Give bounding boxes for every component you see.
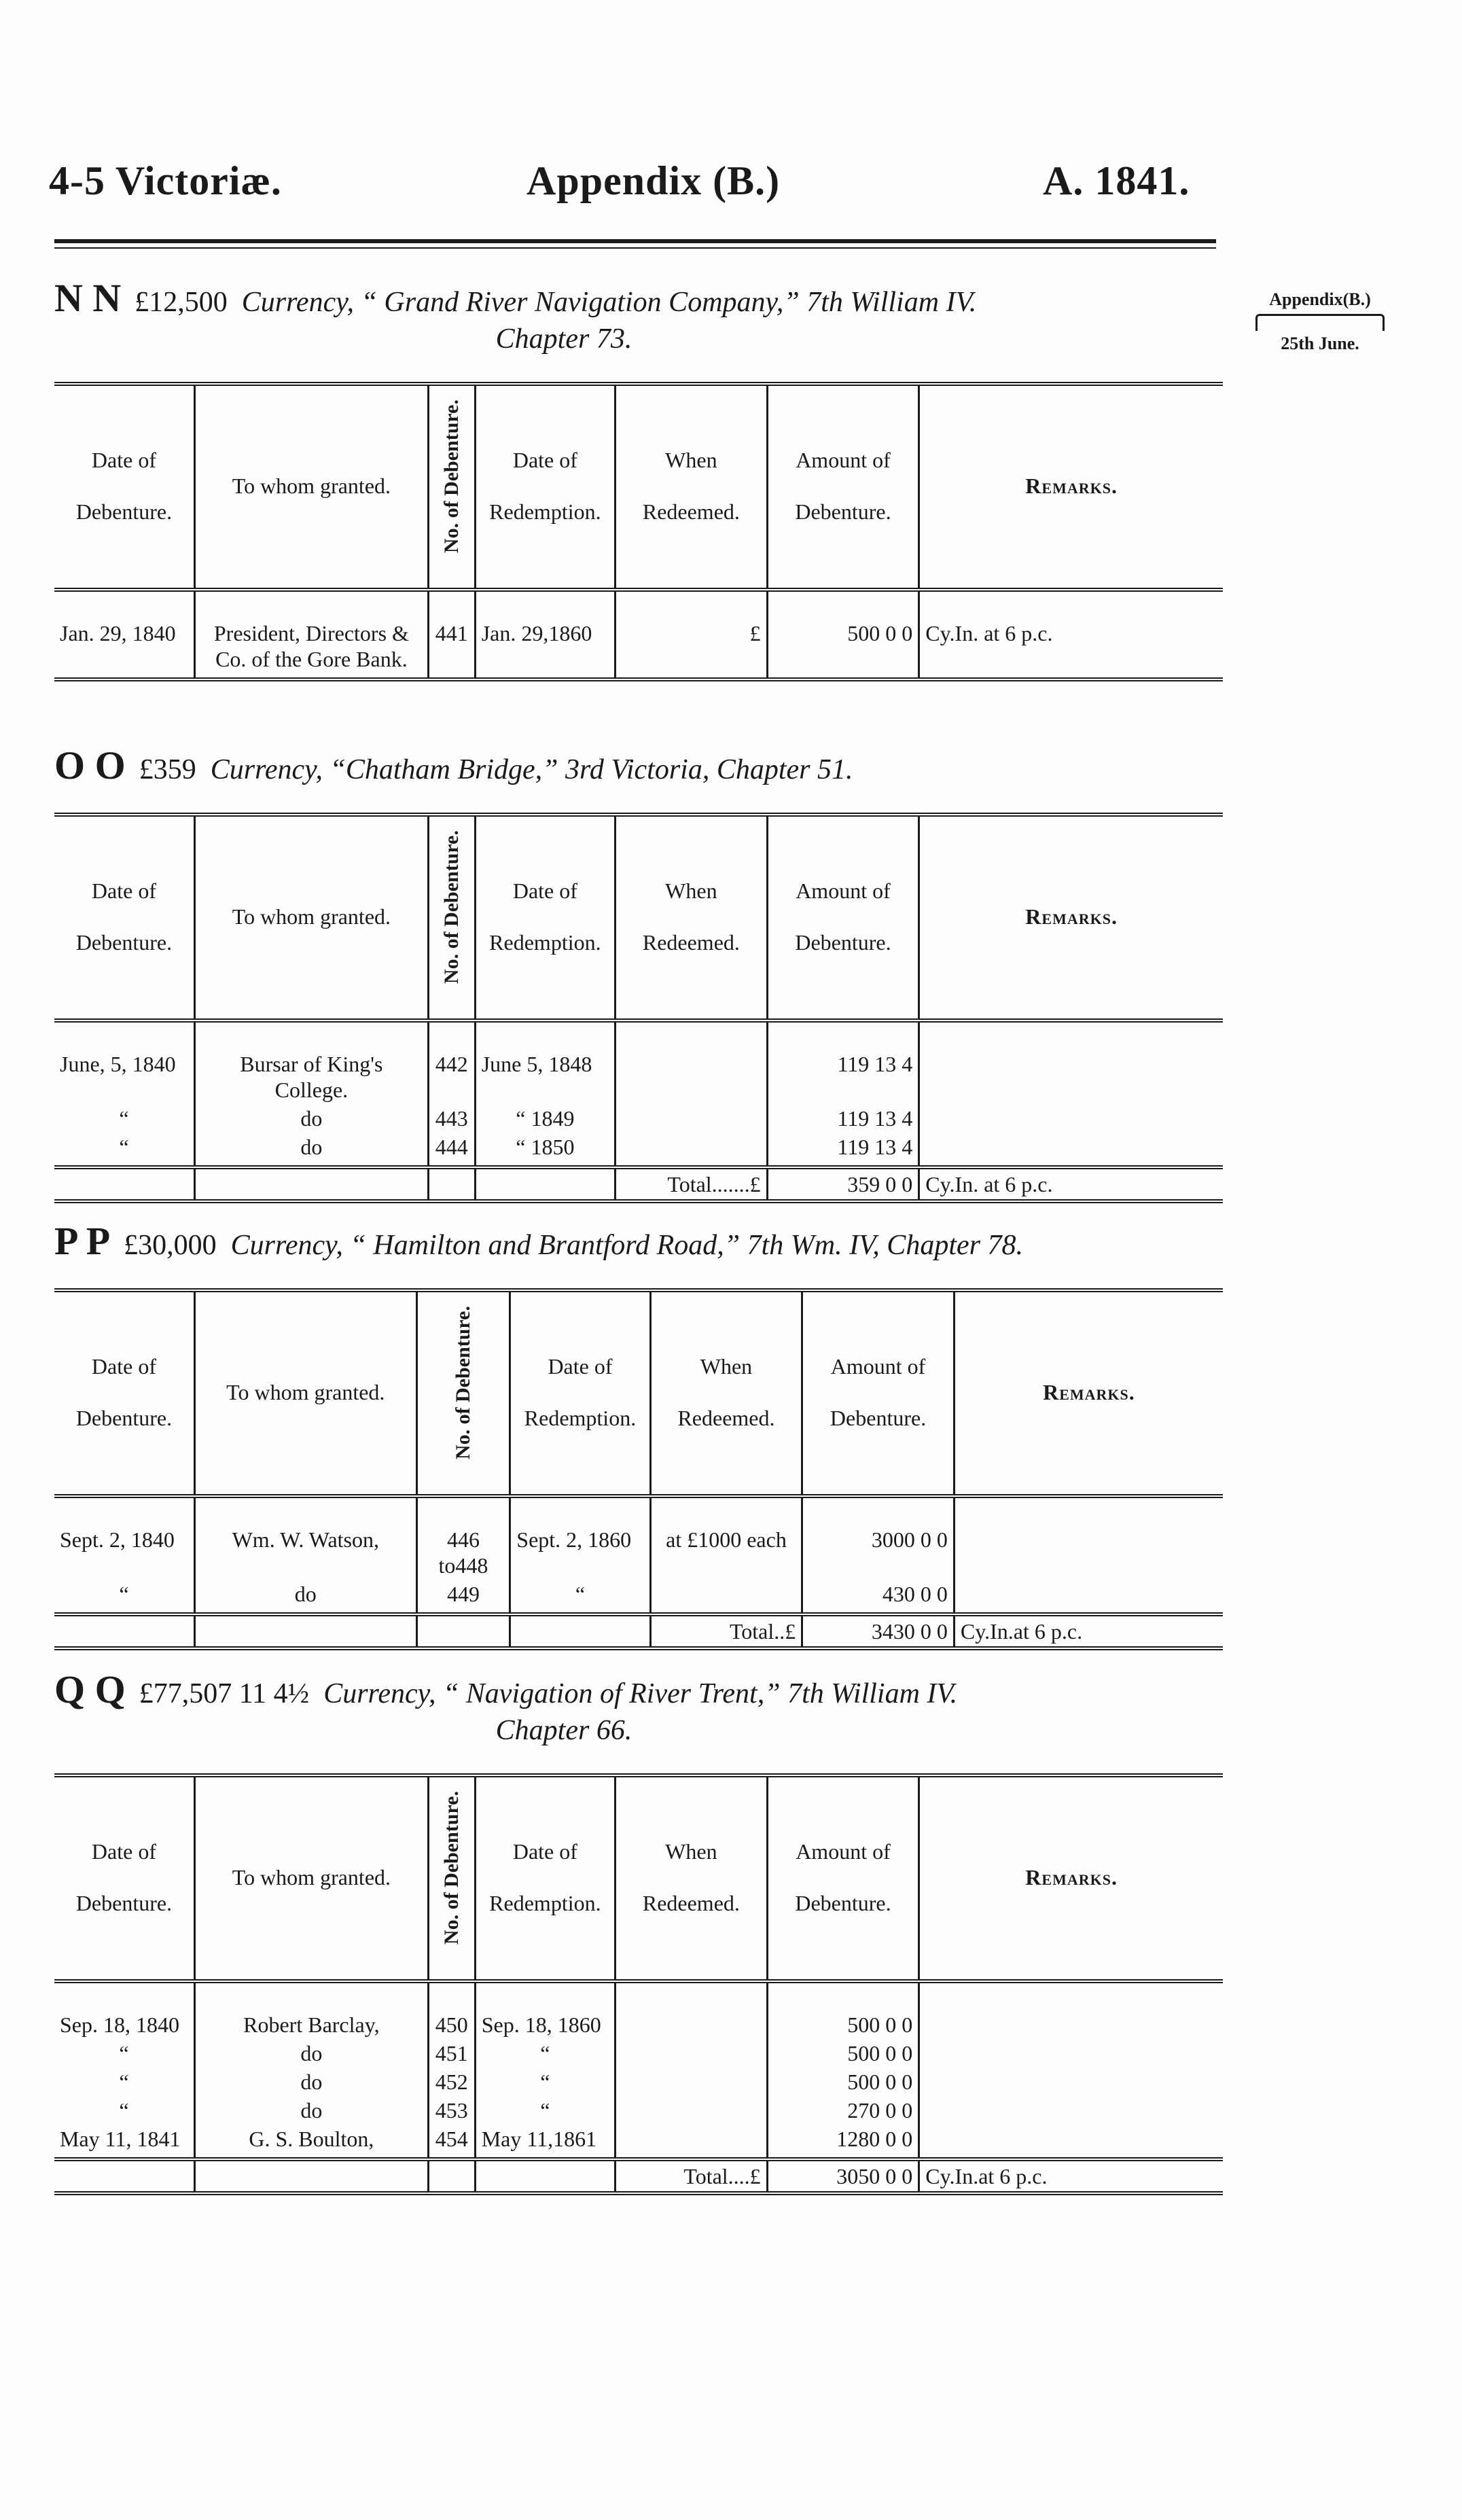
cell-date: June, 5, 1840	[60, 1052, 176, 1077]
cell-to-whom: do	[194, 2039, 428, 2068]
col-to-whom: To whom granted.	[194, 1290, 416, 1496]
col-when: When Redeemed.	[616, 815, 768, 1021]
cell-amount: 500 0 0	[767, 590, 919, 679]
col-no: No. of Debenture.	[428, 815, 475, 1021]
total-row	[54, 1167, 1223, 1201]
section-code: P P	[54, 1219, 111, 1263]
cell-when	[616, 1021, 768, 1104]
col-date: Date of Debenture.	[75, 878, 173, 955]
margin-note-date: 25th June.	[1281, 334, 1359, 353]
section-amount: £77,507 11 4½	[139, 1678, 310, 1709]
section-code: N N	[54, 276, 122, 320]
col-to-whom: To whom granted.	[194, 815, 428, 1021]
section-title-text: Currency, “ Navigation of River Trent,” 7th William IV.	[323, 1678, 958, 1709]
cell-when: £	[616, 590, 768, 679]
col-redemption: Date of Redemption.	[475, 815, 615, 1021]
col-redemption: Date of Redemption.	[510, 1290, 650, 1496]
col-amount: Amount of Debenture.	[767, 1775, 919, 1981]
total-amount: 3430 0 0	[802, 1614, 955, 1648]
cell-no: 452	[428, 2068, 475, 2096]
col-no: No. of Debenture.	[428, 384, 475, 590]
cell-remarks	[919, 1981, 1223, 2039]
cell-remarks	[919, 2096, 1223, 2125]
col-amount: Amount of Debenture.	[802, 1290, 955, 1496]
cell-redemption: June 5, 1848	[475, 1021, 615, 1104]
cell-to-whom: do	[194, 2068, 428, 2096]
total-remarks: Cy.In. at 6 p.c.	[919, 1167, 1223, 1201]
cell-amount: 500 0 0	[767, 1981, 919, 2039]
margin-note	[1249, 289, 1391, 354]
cell-amount: 500 0 0	[767, 2068, 919, 2096]
total-remarks: Cy.In.at 6 p.c.	[919, 2159, 1223, 2193]
total-amount: 3050 0 0	[767, 2159, 919, 2193]
table-row	[54, 1580, 1223, 1614]
section-title-text: Currency, “ Hamilton and Brantford Road,” 7th Wm. IV, Chapter 78.	[230, 1230, 1023, 1261]
table-row	[54, 1496, 1223, 1580]
cell-no: 443	[428, 1104, 475, 1133]
margin-note-appendix: Appendix(B.)	[1269, 289, 1371, 309]
cell-when	[650, 1580, 802, 1614]
cell-no: 450	[428, 1981, 475, 2039]
section-title	[54, 743, 1223, 788]
cell-redemption: “	[475, 2096, 615, 2125]
cell-redemption: Jan. 29,1860	[475, 590, 615, 679]
section-title	[54, 1667, 1223, 1749]
cell-when	[616, 1133, 768, 1167]
table-row	[54, 1981, 1223, 2039]
table-row	[54, 2039, 1223, 2068]
table-row	[54, 590, 1223, 679]
cell-amount: 270 0 0	[767, 2096, 919, 2125]
cell-amount: 3000 0 0	[802, 1496, 955, 1580]
col-when: When Redeemed.	[650, 1290, 802, 1496]
cell-no: 449	[416, 1580, 510, 1614]
cell-no: 444	[428, 1133, 475, 1167]
col-when: When Redeemed.	[616, 384, 768, 590]
cell-remarks	[954, 1496, 1223, 1580]
cell-remarks: Cy.In. at 6 p.c.	[919, 590, 1223, 679]
col-to-whom: To whom granted.	[194, 1775, 428, 1981]
col-no: No. of Debenture.	[416, 1290, 510, 1496]
col-remarks: Remarks.	[954, 1290, 1223, 1496]
cell-when	[616, 1104, 768, 1133]
cell-to-whom: President, Directors & Co. of the Gore Bank.	[194, 590, 428, 679]
cell-when	[616, 2096, 768, 2125]
cell-date: Sep. 18, 1840	[60, 2012, 179, 2038]
table-row	[54, 1133, 1223, 1167]
cell-to-whom: Robert Barclay,	[194, 1981, 428, 2039]
total-row	[54, 2159, 1223, 2193]
section-oo	[54, 743, 1223, 1203]
cell-when: at £1000 each	[650, 1496, 802, 1580]
col-redemption: Date of Redemption.	[475, 1775, 615, 1981]
cell-to-whom: G. S. Boulton,	[194, 2125, 428, 2159]
section-title	[54, 1219, 1223, 1264]
cell-remarks	[919, 2039, 1223, 2068]
total-label: Total....£	[616, 2159, 768, 2193]
debenture-table	[54, 1773, 1223, 2195]
col-amount: Amount of Debenture.	[767, 384, 919, 590]
running-head-left: 4-5 Victoriæ.	[49, 158, 282, 203]
section-amount: £359	[139, 754, 196, 785]
debenture-table	[54, 813, 1223, 1203]
total-label: Total.......£	[616, 1167, 768, 1201]
cell-date: “	[119, 1135, 129, 1160]
total-row	[54, 1614, 1223, 1648]
section-amount: £12,500	[135, 287, 228, 318]
cell-date: “	[119, 2098, 129, 2123]
section-pp	[54, 1219, 1223, 1650]
cell-date: “	[119, 1582, 129, 1607]
section-amount: £30,000	[124, 1230, 217, 1261]
cell-remarks	[919, 2125, 1223, 2159]
cell-no: 454	[428, 2125, 475, 2159]
cell-amount: 119 13 4	[767, 1021, 919, 1104]
cell-date: “	[119, 1106, 129, 1131]
col-date: Date of Debenture.	[75, 447, 173, 524]
cell-date: Jan. 29, 1840	[60, 621, 176, 646]
debenture-table	[54, 382, 1223, 681]
cell-when	[616, 1981, 768, 2039]
section-code: O O	[54, 743, 126, 787]
col-redemption: Date of Redemption.	[475, 384, 615, 590]
cell-amount: 119 13 4	[767, 1104, 919, 1133]
cell-remarks	[919, 2068, 1223, 2096]
cell-to-whom: do	[194, 1580, 416, 1614]
col-to-whom: To whom granted.	[194, 384, 428, 590]
cell-date: May 11, 1841	[60, 2127, 181, 2152]
cell-redemption: Sep. 18, 1860	[475, 1981, 615, 2039]
cell-to-whom: do	[194, 2096, 428, 2125]
running-head-right: A. 1841.	[1043, 158, 1190, 203]
col-when: When Redeemed.	[616, 1775, 768, 1981]
cell-redemption: “	[510, 1580, 650, 1614]
total-amount: 359 0 0	[767, 1167, 919, 1201]
table-row	[54, 2125, 1223, 2159]
table-row	[54, 2096, 1223, 2125]
section-chapter: Chapter 73.	[495, 323, 632, 355]
header-rule-thin	[54, 247, 1216, 249]
cell-to-whom: do	[194, 1104, 428, 1133]
section-nn	[54, 276, 1223, 681]
cell-no: 441	[428, 590, 475, 679]
cell-amount: 430 0 0	[802, 1580, 955, 1614]
cell-amount: 500 0 0	[767, 2039, 919, 2068]
cell-redemption: Sept. 2, 1860	[510, 1496, 650, 1580]
cell-no: 442	[428, 1021, 475, 1104]
section-title-text: Currency, “ Grand River Navigation Company,” 7th William IV.	[241, 287, 977, 318]
cell-date: “	[119, 2041, 129, 2066]
cell-no: 446 to448	[416, 1496, 510, 1580]
cell-redemption: “ 1850	[475, 1133, 615, 1167]
cell-when	[616, 2068, 768, 2096]
section-chapter: Chapter 66.	[495, 1715, 632, 1746]
section-title-text: Currency, “Chatham Bridge,” 3rd Victoria, Chapter 51.	[210, 754, 853, 785]
cell-to-whom: Bursar of King's College.	[194, 1021, 428, 1104]
cell-redemption: “ 1849	[475, 1104, 615, 1133]
cell-when	[616, 2039, 768, 2068]
col-remarks: Remarks.	[919, 815, 1223, 1021]
cell-when	[616, 2125, 768, 2159]
col-remarks: Remarks.	[919, 1775, 1223, 1981]
cell-date: “	[119, 2070, 129, 2095]
col-no: No. of Debenture.	[428, 1775, 475, 1981]
cell-date: Sept. 2, 1840	[60, 1527, 175, 1552]
table-row	[54, 1021, 1223, 1104]
header-rule-thick	[54, 239, 1216, 243]
cell-remarks	[919, 1104, 1223, 1133]
cell-no: 453	[428, 2096, 475, 2125]
cell-redemption: “	[475, 2039, 615, 2068]
section-qq	[54, 1667, 1223, 2195]
table-row	[54, 2068, 1223, 2096]
cell-no: 451	[428, 2039, 475, 2068]
cell-remarks	[919, 1021, 1223, 1104]
cell-remarks	[954, 1580, 1223, 1614]
running-head-center: Appendix (B.)	[527, 158, 781, 203]
cell-redemption: May 11,1861	[475, 2125, 615, 2159]
cell-redemption: “	[475, 2068, 615, 2096]
cell-amount: 119 13 4	[767, 1133, 919, 1167]
margin-brace	[1255, 314, 1385, 331]
cell-to-whom: Wm. W. Watson,	[194, 1496, 416, 1580]
col-date: Date of Debenture.	[75, 1353, 173, 1430]
debenture-table	[54, 1288, 1223, 1650]
cell-amount: 1280 0 0	[767, 2125, 919, 2159]
total-label: Total..£	[650, 1614, 802, 1648]
section-title	[54, 276, 1223, 357]
section-code: Q Q	[54, 1667, 126, 1711]
total-remarks: Cy.In.at 6 p.c.	[954, 1614, 1223, 1648]
col-date: Date of Debenture.	[75, 1839, 173, 1915]
cell-remarks	[919, 1133, 1223, 1167]
table-row	[54, 1104, 1223, 1133]
col-remarks: Remarks.	[919, 384, 1223, 590]
col-amount: Amount of Debenture.	[767, 815, 919, 1021]
cell-to-whom: do	[194, 1133, 428, 1167]
